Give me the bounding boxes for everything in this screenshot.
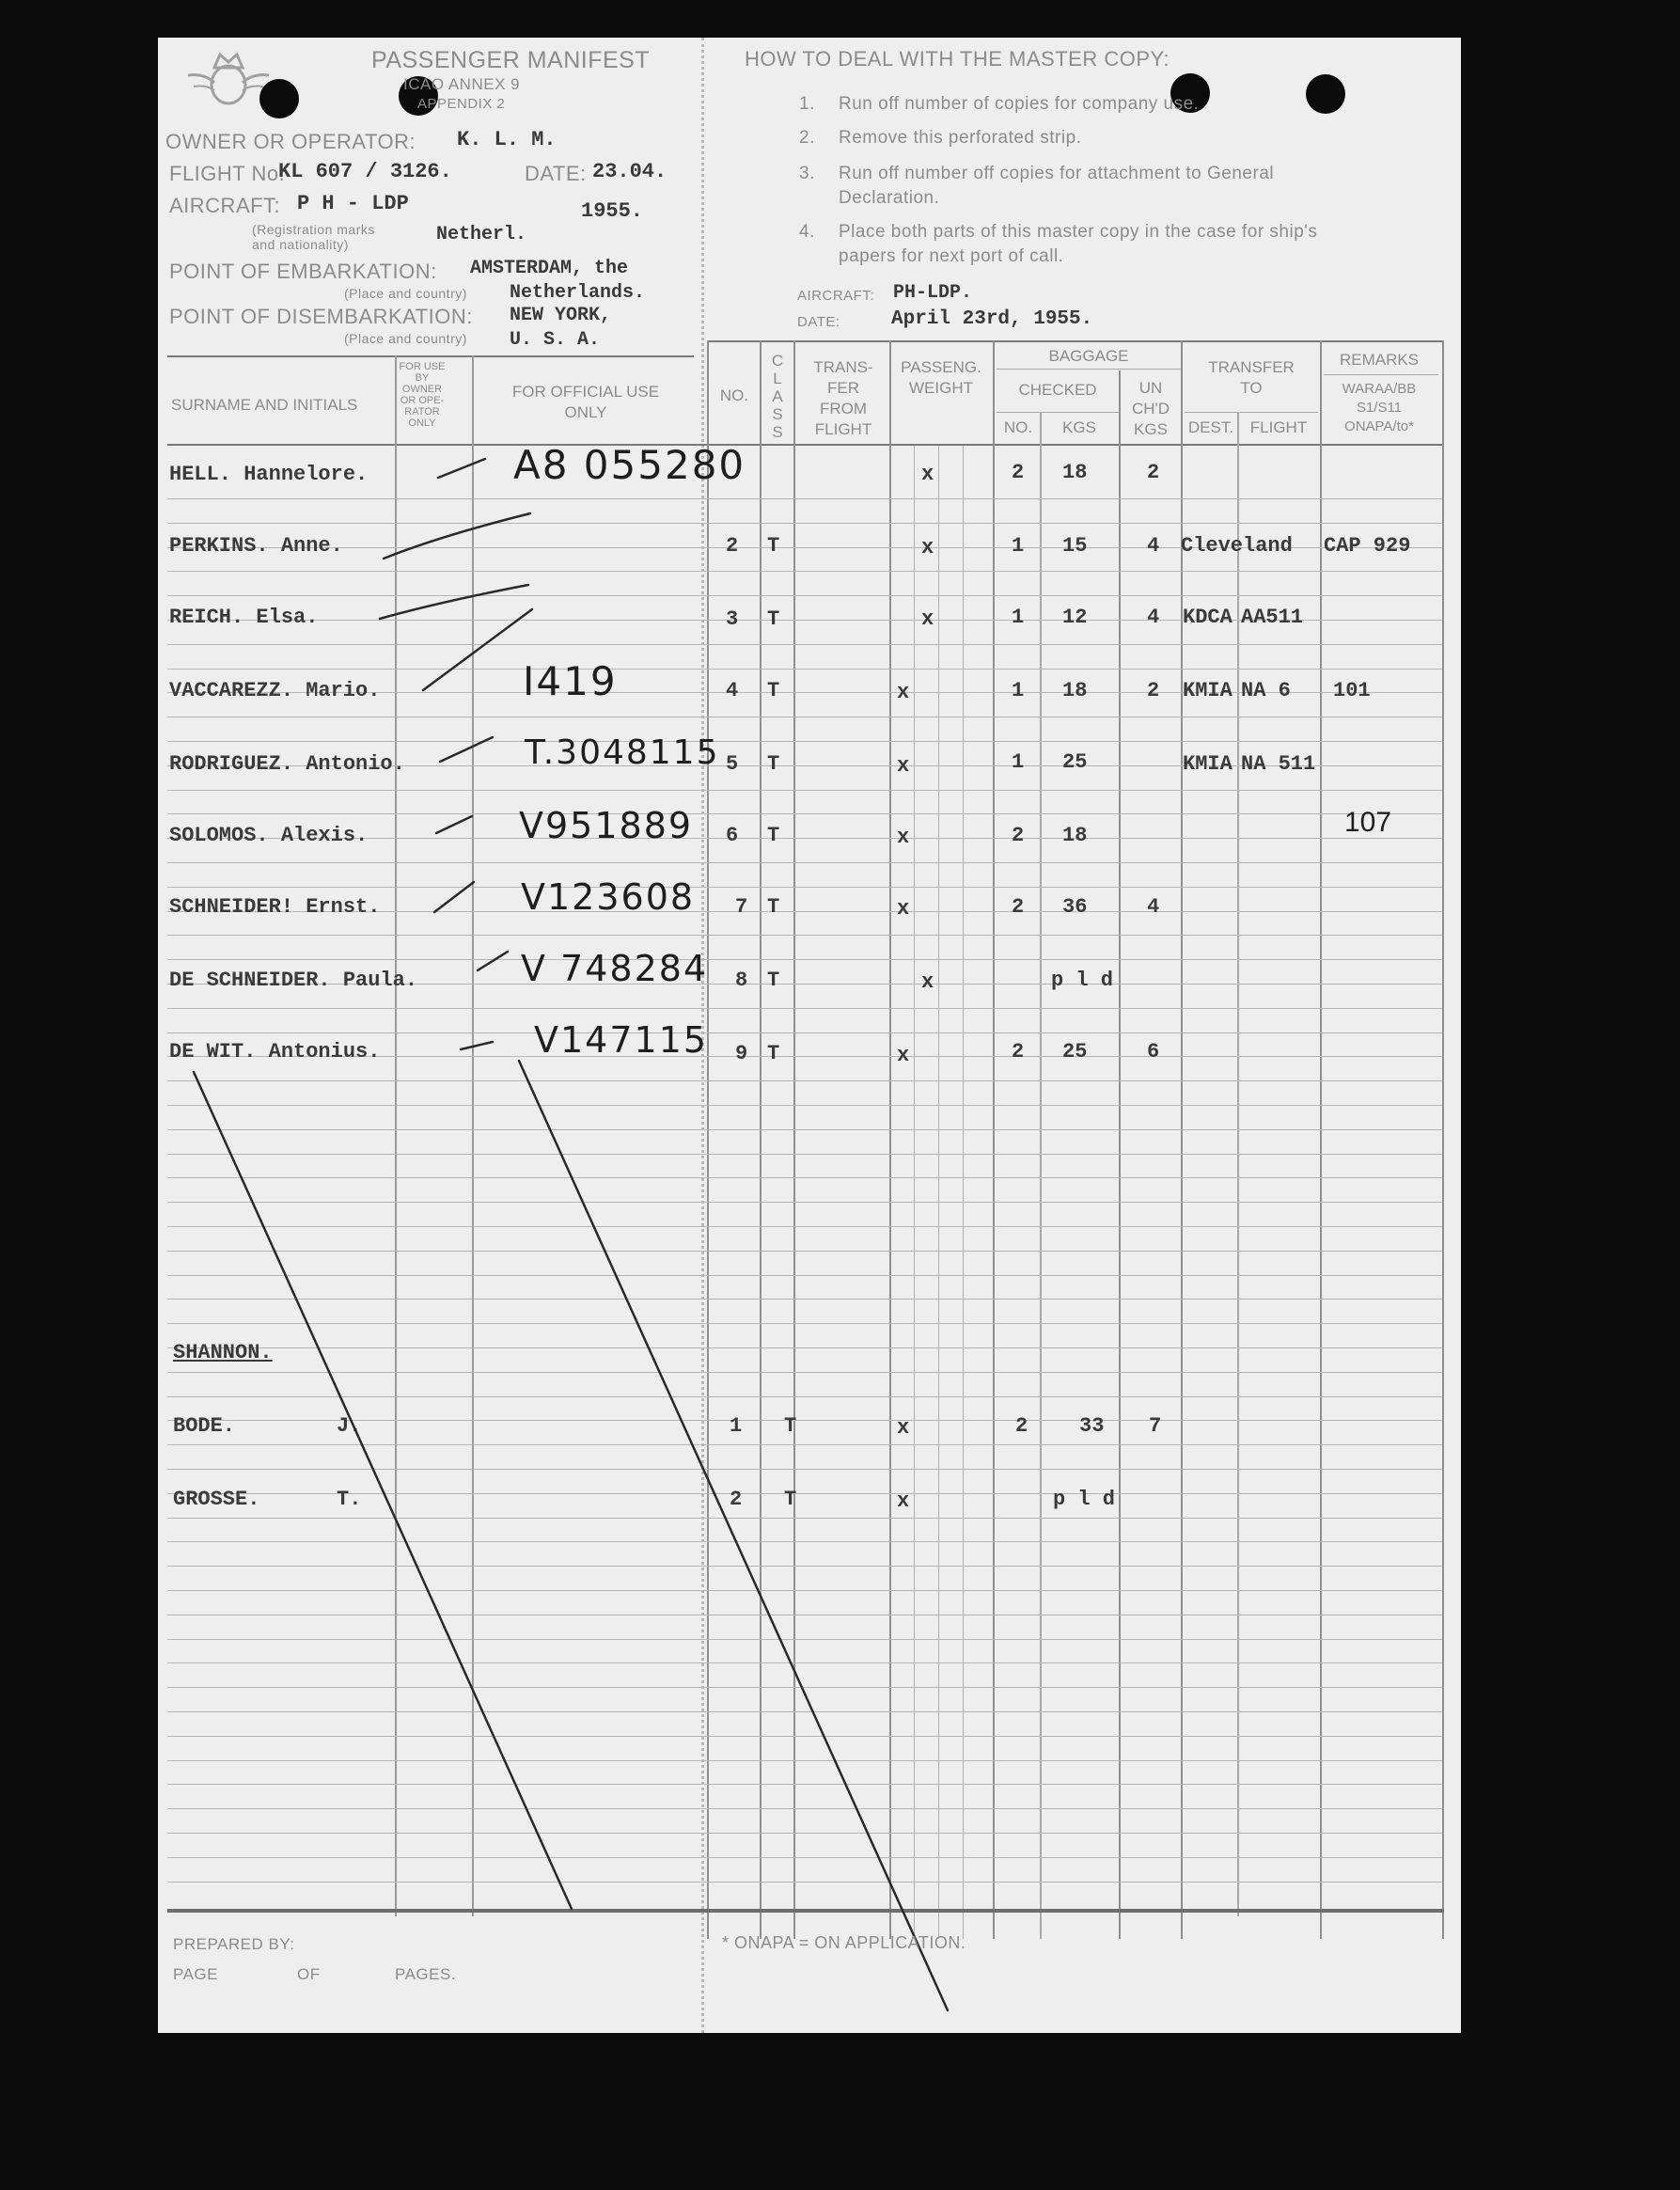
weight-mark: x <box>921 463 934 486</box>
embark-label: POINT OF EMBARKATION: <box>169 260 437 283</box>
passenger-class: T <box>767 1042 780 1065</box>
header-line: ONAPA/to* <box>1344 418 1414 434</box>
header-line: PASSENG. <box>901 358 981 376</box>
crew-no: 2 <box>730 1488 743 1511</box>
weight-mark: x <box>897 826 910 849</box>
date-value: April 23rd, 1955. <box>891 308 1093 330</box>
weight-mark: x <box>897 754 910 778</box>
header-line: WARAA/BB <box>1342 381 1417 397</box>
official-passport-number: V951889 <box>519 805 694 846</box>
header-line: WEIGHT <box>909 379 973 397</box>
passenger-class: T <box>767 895 780 919</box>
transfer-flight: NA 6 <box>1241 679 1291 702</box>
official-passport-number: T.3048115 <box>525 733 720 772</box>
passenger-name: HELL. Hannelore. <box>169 463 369 486</box>
manifest-title: PASSENGER MANIFEST <box>371 47 651 73</box>
column-header-baggage: BAGGAGE <box>1048 347 1129 365</box>
passenger-class: T <box>767 824 780 847</box>
date-label: DATE: <box>525 162 587 185</box>
passenger-no: 5 <box>726 752 739 776</box>
instruction-text: Place both parts of this master copy in the case for ship's <box>839 222 1318 242</box>
page-label: PAGE <box>173 1965 218 1983</box>
prepared-by-label: PREPARED BY: <box>173 1935 295 1953</box>
official-passport-number: V147115 <box>534 1019 709 1061</box>
disembark-value: U. S. A. <box>510 329 601 351</box>
column-header-checked-no: NO. <box>1003 418 1033 436</box>
baggage-kgs: 18 <box>1062 461 1088 484</box>
header-line: FER <box>827 379 859 397</box>
passenger-name: SOLOMOS. Alexis. <box>169 824 369 847</box>
passenger-name: RODRIGUEZ. Antonio. <box>169 752 405 776</box>
passenger-class: T <box>767 969 780 992</box>
crew-class: T <box>784 1488 797 1511</box>
aircraft-label: AIRCRAFT: <box>169 194 281 217</box>
owner-value: K. L. M. <box>457 128 557 151</box>
place-note: (Place and country) <box>344 286 467 301</box>
onapa-note: * ONAPA = ON APPLICATION. <box>722 1933 966 1952</box>
baggage-count: 2 <box>1012 1040 1025 1063</box>
weight-mark: x <box>897 897 910 921</box>
instruction-text: Run off number of copies for company use. <box>839 94 1200 114</box>
baggage-kgs: 18 <box>1062 824 1088 847</box>
remarks-value: 107 <box>1344 807 1392 838</box>
baggage-kgs: p l d <box>1051 969 1114 992</box>
instruction-num: 2. <box>799 128 815 148</box>
header-line: BY <box>415 372 430 384</box>
transfer-dest: KMIA <box>1183 679 1233 702</box>
header-line: L <box>773 370 782 387</box>
header-line: TO <box>1240 379 1263 397</box>
header-line: FROM <box>819 400 868 418</box>
column-header-checked-kgs: KGS <box>1062 418 1096 436</box>
baggage-kgs: p l d <box>1053 1488 1116 1511</box>
baggage-count: 1 <box>1012 606 1025 629</box>
column-header-surname: SURNAME AND INITIALS <box>171 396 358 414</box>
date-value: 23.04. <box>592 160 667 183</box>
weight-mark: x <box>897 1044 910 1067</box>
weight-mark: x <box>897 1416 910 1440</box>
baggage-kgs: 25 <box>1062 1040 1088 1063</box>
unchecked-kgs: 4 <box>1147 534 1160 558</box>
header-line: KGS <box>1134 420 1168 438</box>
annex-label: ICAO ANNEX 9 <box>403 75 521 93</box>
instruction-text: Remove this perforated strip. <box>839 128 1082 148</box>
passenger-name: VACCAREZZ. Mario. <box>169 679 381 702</box>
baggage-kgs: 25 <box>1062 750 1088 774</box>
baggage-count: 2 <box>1012 895 1025 919</box>
crew-name: GROSSE. <box>173 1488 260 1511</box>
column-header-checked: CHECKED <box>1018 381 1097 399</box>
passenger-name: PERKINS. Anne. <box>169 534 343 558</box>
official-passport-number: I419 <box>523 658 618 704</box>
transfer-dest: KMIA <box>1183 752 1233 776</box>
unchecked-kgs: 6 <box>1147 1040 1160 1063</box>
nationality-value: Netherl. <box>436 224 527 245</box>
header-line: FOR USE <box>399 361 446 372</box>
passenger-no: 4 <box>726 679 739 702</box>
of-label: OF <box>297 1965 321 1983</box>
remarks-value: CAP 929 <box>1324 534 1411 558</box>
crew-heading: SHANNON. <box>173 1341 273 1364</box>
aircraft-value: PH-LDP. <box>893 282 973 304</box>
date-label: DATE: <box>797 314 840 330</box>
year-value: 1955. <box>581 199 644 223</box>
passenger-no: 6 <box>726 824 739 847</box>
weight-mark: x <box>921 970 934 994</box>
transfer-dest: KDCA <box>1183 606 1233 629</box>
weight-mark: x <box>897 1489 910 1513</box>
passenger-no: 3 <box>726 607 739 631</box>
place-note: (Place and country) <box>344 331 467 346</box>
header-line: TRANS- <box>813 358 873 376</box>
baggage-kgs: 18 <box>1062 679 1088 702</box>
unchecked-kgs: 2 <box>1147 679 1160 702</box>
instruction-num: 1. <box>799 94 815 114</box>
crew-initial: T. <box>337 1488 362 1511</box>
passenger-no: 9 <box>735 1042 748 1065</box>
baggage-kgs: 15 <box>1062 534 1088 558</box>
header-line: S <box>772 405 783 423</box>
disembark-label: POINT OF DISEMBARKATION: <box>169 305 473 328</box>
crew-initial: J. <box>337 1414 362 1438</box>
passenger-class: T <box>767 607 780 631</box>
remarks-value: 101 <box>1333 679 1371 702</box>
instructions-title: HOW TO DEAL WITH THE MASTER COPY: <box>745 47 1170 71</box>
baggage-count: 2 <box>1012 461 1025 484</box>
unchecked-kgs: 4 <box>1147 895 1160 919</box>
instruction-text: papers for next port of call. <box>839 246 1064 266</box>
header-line: OWNER <box>401 384 443 395</box>
header-line: S <box>772 423 783 441</box>
header-line: C <box>771 352 784 370</box>
passenger-name: DE WIT. Antonius. <box>169 1040 381 1063</box>
instruction-num: 4. <box>799 222 815 242</box>
header-line: ONLY <box>408 418 436 429</box>
weight-mark: x <box>897 681 910 704</box>
header-line: A <box>772 387 783 405</box>
header-line: FLIGHT <box>814 420 872 438</box>
passenger-no: 7 <box>735 895 748 919</box>
unchecked-kgs: 4 <box>1147 606 1160 629</box>
owner-label: OWNER OR OPERATOR: <box>165 130 416 153</box>
baggage-kgs: 12 <box>1062 606 1088 629</box>
header-line: RATOR <box>404 406 440 418</box>
header-line: TRANSFER <box>1208 358 1295 376</box>
column-header-dest: DEST. <box>1187 418 1234 436</box>
crew-no: 1 <box>730 1414 743 1438</box>
flight-label: FLIGHT No. <box>169 162 286 185</box>
registration-note: (Registration marks <box>252 222 375 237</box>
official-passport-number: V123608 <box>521 876 696 918</box>
appendix-label: APPENDIX 2 <box>417 96 506 112</box>
registration-note: and nationality) <box>252 237 349 252</box>
column-header-remarks: REMARKS <box>1339 351 1420 369</box>
passenger-class: T <box>767 679 780 702</box>
instruction-text: Declaration. <box>839 188 940 208</box>
handwritten-check-marks <box>158 38 1461 2033</box>
embark-value: Netherlands. <box>510 282 646 304</box>
baggage-kgs: 33 <box>1079 1414 1105 1438</box>
passenger-no: 2 <box>726 534 739 558</box>
baggage-count: 2 <box>1012 824 1025 847</box>
official-passport-number: V 748284 <box>521 948 709 989</box>
passenger-class: T <box>767 534 780 558</box>
transfer-flight: NA 511 <box>1241 752 1316 776</box>
instruction-num: 3. <box>799 164 815 183</box>
header-line: FOR OFFICIAL USE <box>511 383 660 401</box>
embark-value: AMSTERDAM, the <box>470 258 629 279</box>
instruction-text: Run off number off copies for attachment to General <box>839 164 1275 183</box>
header-line: UN <box>1138 379 1163 397</box>
header-line: OR OPE- <box>400 395 445 406</box>
pages-label: PAGES. <box>395 1965 457 1983</box>
crew-class: T <box>784 1414 797 1438</box>
weight-mark: x <box>921 607 934 631</box>
passenger-name: DE SCHNEIDER. Paula. <box>169 969 418 992</box>
passenger-class: T <box>767 752 780 776</box>
header-line: ONLY <box>564 403 607 421</box>
disembark-value: NEW YORK, <box>510 305 612 326</box>
aircraft-label: AIRCRAFT: <box>797 288 875 304</box>
baggage-kgs: 36 <box>1062 895 1088 919</box>
passenger-no: 8 <box>735 969 748 992</box>
baggage-count: 1 <box>1012 679 1025 702</box>
crew-name: BODE. <box>173 1414 236 1438</box>
aircraft-value: P H - LDP <box>297 192 409 215</box>
baggage-count: 1 <box>1012 750 1025 774</box>
passenger-name: REICH. Elsa. <box>169 606 319 629</box>
baggage-count: 1 <box>1012 534 1025 558</box>
column-header-no: NO. <box>719 386 749 404</box>
baggage-count: 2 <box>1015 1414 1028 1438</box>
unchecked-kgs: 2 <box>1147 461 1160 484</box>
weight-mark: x <box>921 536 934 559</box>
header-line: S1/S11 <box>1356 400 1403 416</box>
official-passport-number: A8 055280 <box>513 442 746 488</box>
flight-value: KL 607 / 3126. <box>278 160 452 183</box>
unchecked-kgs: 7 <box>1149 1414 1162 1438</box>
manifest-sheet <box>158 38 1461 2033</box>
passenger-name: SCHNEIDER! Ernst. <box>169 895 381 919</box>
transfer-dest: Cleveland <box>1181 534 1293 558</box>
header-line: CH'D <box>1131 400 1170 418</box>
transfer-flight: AA511 <box>1241 606 1304 629</box>
column-header-flight: FLIGHT <box>1249 418 1308 436</box>
